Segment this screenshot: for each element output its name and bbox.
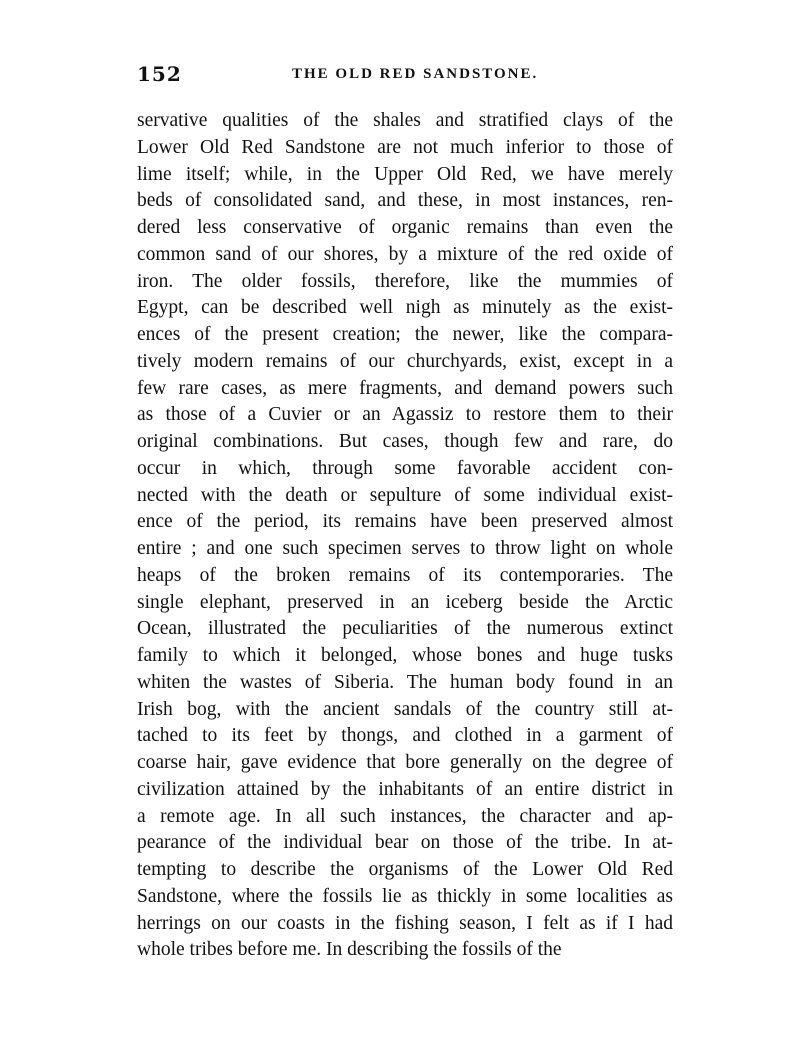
text-line: ences of the present creation; the newer, like the compara- bbox=[137, 324, 673, 345]
text-line: beds of consolidated sand, and these, in most instances, ren- bbox=[137, 190, 673, 212]
running-title: THE OLD RED SANDSTONE. bbox=[292, 66, 539, 82]
text-line: whiten the wastes of Siberia. The human body found in an bbox=[137, 671, 673, 693]
text-line: pearance of the individual bear on those of the tribe. In at- bbox=[137, 832, 673, 854]
text-line: occur in which, through some favorable accident con- bbox=[137, 457, 673, 479]
text-line: civilization attained by the inhabitants of an entire district in bbox=[137, 778, 673, 800]
text-line: nected with the death or sepulture of some individual exist- bbox=[137, 484, 673, 506]
text-line: original combinations. But cases, though few and rare, do bbox=[137, 431, 673, 452]
page-number: 152 bbox=[137, 62, 182, 86]
text-line: tively modern remains of our churchyards, exist, except in a bbox=[137, 350, 673, 372]
text-line: Lower Old Red Sandstone are not much inferior to those of bbox=[137, 136, 673, 158]
text-line: ence of the period, its remains have been preserved almost bbox=[137, 511, 673, 533]
text-line: common sand of our shores, by a mixture of the red oxide of bbox=[137, 243, 673, 265]
text-line: dered less conservative of organic remains than even the bbox=[137, 217, 673, 238]
text-line: a remote age. In all such instances, the character and ap- bbox=[137, 805, 673, 827]
text-line: servative qualities of the shales and stratified clays of the bbox=[137, 110, 673, 131]
text-line: single elephant, preserved in an iceberg beside the Arctic bbox=[137, 591, 673, 613]
text-line: lime itself; while, in the Upper Old Red, we have merely bbox=[137, 163, 673, 185]
text-line: few rare cases, as mere fragments, and demand powers such bbox=[137, 377, 673, 399]
text-line: heaps of the broken remains of its contemporaries. The bbox=[137, 564, 673, 586]
text-line: herrings on our coasts in the fishing season, I felt as if I had bbox=[137, 912, 673, 934]
text-line: Sandstone, where the fossils lie as thickly in some localities as bbox=[137, 885, 673, 907]
text-line: tached to its feet by thongs, and clothed in a garment of bbox=[137, 725, 673, 747]
running-head bbox=[137, 62, 667, 92]
text-line: coarse hair, gave evidence that bore generally on the degree of bbox=[137, 752, 673, 773]
text-line: tempting to describe the organisms of the Lower Old Red bbox=[137, 859, 673, 880]
text-line: Egypt, can be described well nigh as minutely as the exist- bbox=[137, 297, 673, 319]
text-line: Ocean, illustrated the peculiarities of the numerous extinct bbox=[137, 618, 673, 640]
body-text bbox=[137, 108, 673, 964]
text-line: whole tribes before me. In describing the fossils of the bbox=[137, 939, 562, 961]
text-line: as those of a Cuvier or an Agassiz to restore them to their bbox=[137, 404, 673, 426]
text-line: entire ; and one such specimen serves to throw light on whole bbox=[137, 538, 673, 559]
text-line: iron. The older fossils, therefore, like the mummies of bbox=[137, 270, 673, 292]
text-line: Irish bog, with the ancient sandals of the country still at- bbox=[137, 698, 673, 720]
text-line: family to which it belonged, whose bones and huge tusks bbox=[137, 645, 673, 666]
